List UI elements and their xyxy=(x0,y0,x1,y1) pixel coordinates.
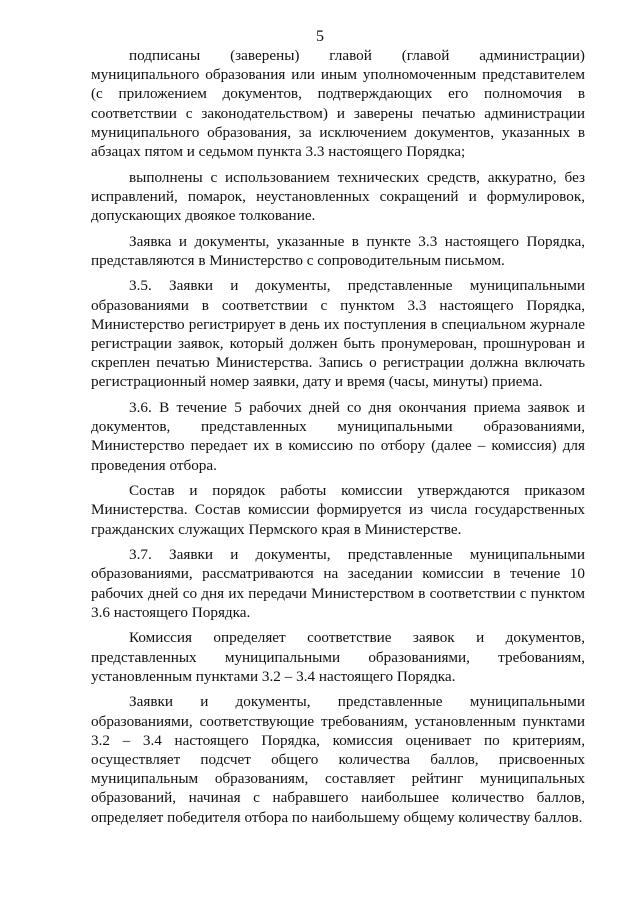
paragraph-3-7-review: 3.7. Заявки и документы, представленные муниципальными образованиями, рассматриваются на заседании комиссии в течение 10 рабочих дней со дня их передачи Министерством в соответствии с пунктом 3.6 настоящего Порядка. xyxy=(91,546,585,621)
document-body xyxy=(91,46,585,833)
paragraph-compliance-check: Комиссия определяет соответствие заявок и документов, представленных муниципальными образованиями, требованиям, установленным пунктами 3.2 – 3.4 настоящего Порядка. xyxy=(91,629,585,685)
paragraph-3-6-transfer: 3.6. В течение 5 рабочих дней со дня окончания приема заявок и документов, представленных муниципальными образованиями, Министерство передает их в комиссию по отбору (далее – комиссия) для проведения отбора. xyxy=(91,399,585,474)
paragraph-evaluation-ranking: Заявки и документы, представленные муниципальными образованиями, соответствующие требованиям, установленным пунктами 3.2 – 3.4 настоящего Порядка, комиссия оценивает по критериям, осуществляет подсчет общего количества баллов, присвоенных муниципальным образованиям, составляет рейтинг муниципальных образований, начиная с набравшего наибольшее количество баллов, определяет победителя отбора по наибольшему общему количеству баллов. xyxy=(91,693,585,826)
paragraph-cover-letter: Заявка и документы, указанные в пункте 3.3 настоящего Порядка, представляются в Министерство с сопроводительным письмом. xyxy=(91,232,585,269)
paragraph-3-5-registration: 3.5. Заявки и документы, представленные муниципальными образованиями в соответствии с пунктом 3.3 настоящего Порядка, Министерство регистрирует в день их поступления в специальном журнале регистрации заявок, который должен быть пронумерован, прошнурован и скреплен печатью Министерства. Запись о регистрации должна включать регистрационный номер заявки, дату и время (часы, минуты) приема. xyxy=(91,277,585,391)
paragraph-signed-certified: подписаны (заверены) главой (главой администрации) муниципального образования или иным уполномоченным представителем (с приложением документов, подтверждающих его полномочия в соответствии с законодательством) и заверены печатью администрации муниципального образования, за исключением документов, указанных в абзацах пятом и седьмом пункта 3.3 настоящего Порядка; xyxy=(91,47,585,161)
paragraph-commission-composition: Состав и порядок работы комиссии утверждаются приказом Министерства. Состав комиссии формируется из числа государственных гражданских служащих Пермского края в Министерстве. xyxy=(91,482,585,538)
paragraph-technical-means: выполнены с использованием технических средств, аккуратно, без исправлений, помарок, неустановленных сокращений и формулировок, допускающих двоякое толкование. xyxy=(91,168,585,225)
page-number: 5 xyxy=(316,28,324,45)
